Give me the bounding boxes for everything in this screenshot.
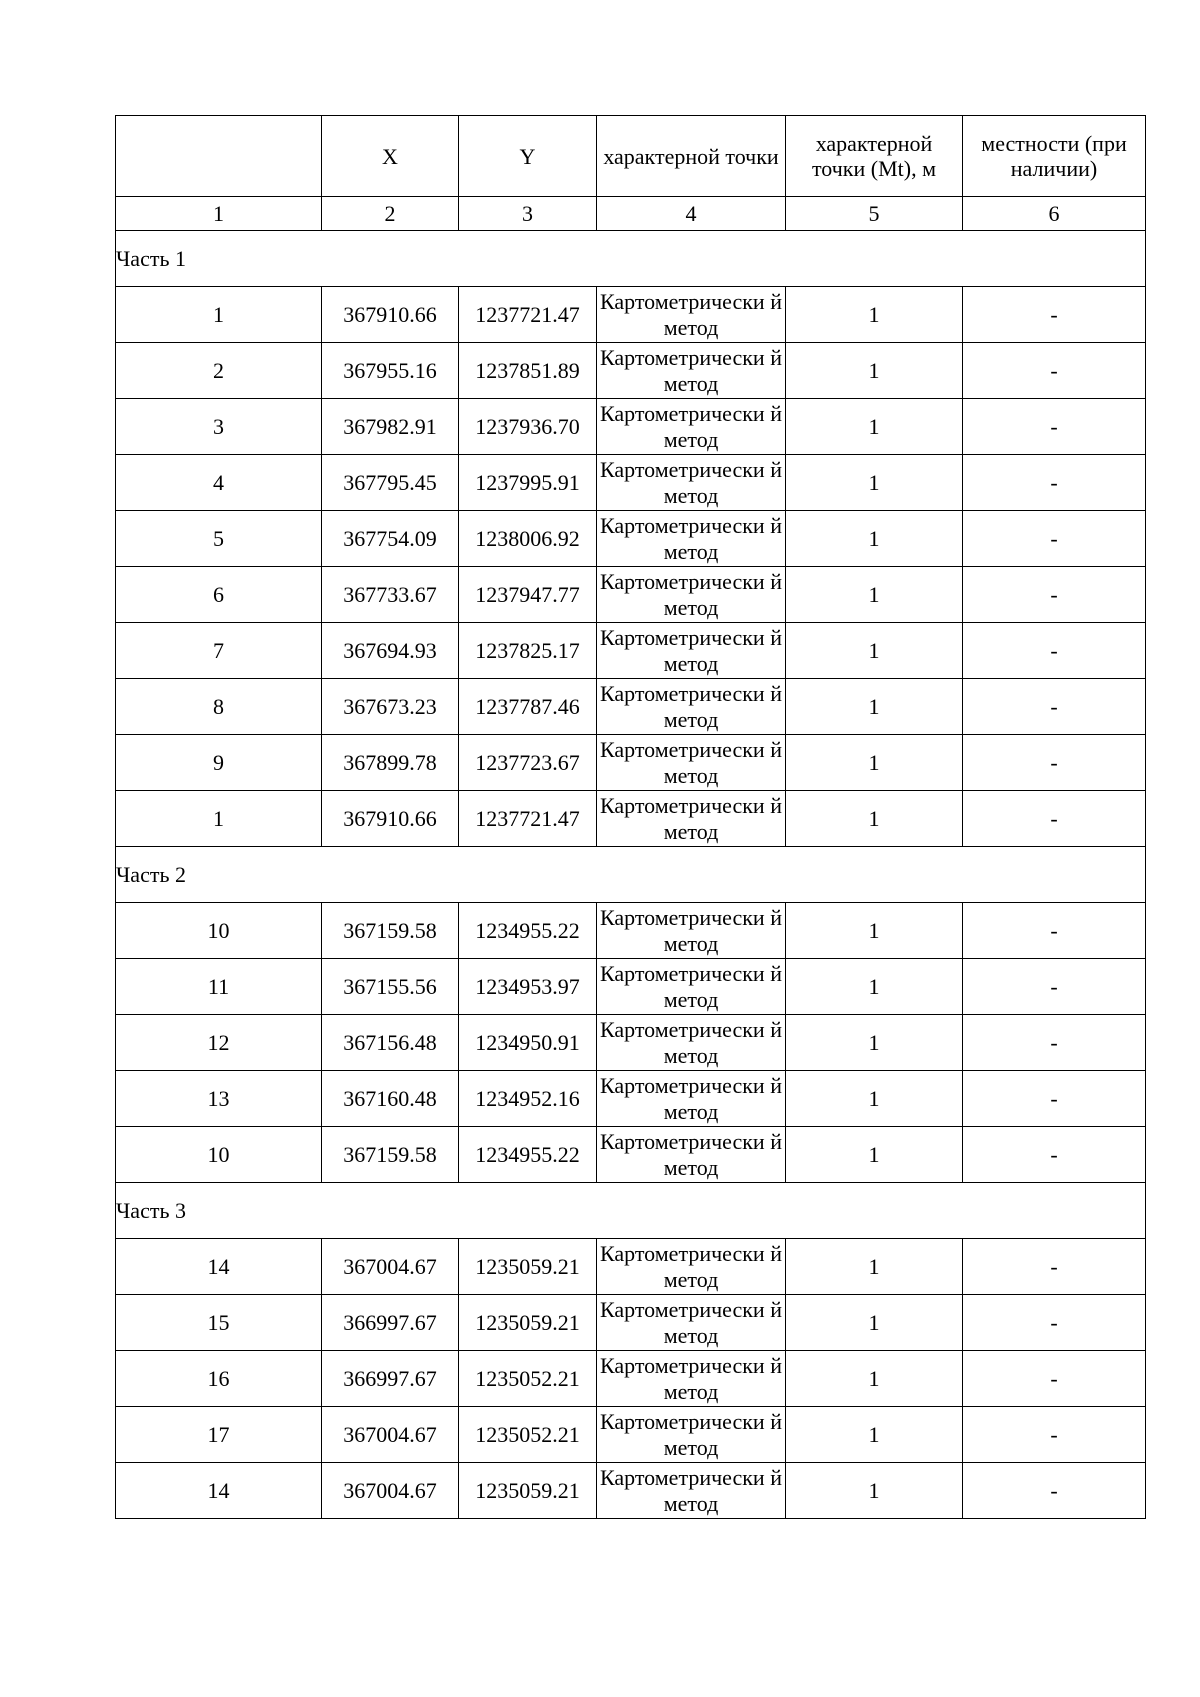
point-number-cell: 16 — [116, 1351, 322, 1407]
description-cell: - — [963, 1295, 1146, 1351]
table-row — [116, 1127, 1146, 1183]
accuracy-cell: 1 — [786, 623, 963, 679]
point-number-cell: 13 — [116, 1071, 322, 1127]
accuracy-cell: 1 — [786, 455, 963, 511]
point-number-cell: 15 — [116, 1295, 322, 1351]
point-number-cell: 14 — [116, 1239, 322, 1295]
y-coordinate-cell: 1234950.91 — [459, 1015, 597, 1071]
header-cell-accuracy: характерной точки (Mt), м — [786, 116, 963, 197]
section-row — [116, 1183, 1146, 1239]
method-cell: Картометрически й метод — [597, 791, 786, 847]
accuracy-cell: 1 — [786, 1071, 963, 1127]
description-cell: - — [963, 735, 1146, 791]
table-row — [116, 399, 1146, 455]
accuracy-cell: 1 — [786, 791, 963, 847]
y-coordinate-cell: 1237947.77 — [459, 567, 597, 623]
header-cell-description: местности (при наличии) — [963, 116, 1146, 197]
table-row — [116, 1351, 1146, 1407]
method-cell: Картометрически й метод — [597, 1407, 786, 1463]
description-cell: - — [963, 1239, 1146, 1295]
point-number-cell: 1 — [116, 287, 322, 343]
y-coordinate-cell: 1237936.70 — [459, 399, 597, 455]
accuracy-cell: 1 — [786, 1463, 963, 1519]
accuracy-cell: 1 — [786, 511, 963, 567]
column-number: 6 — [963, 197, 1146, 231]
x-coordinate-cell: 367159.58 — [322, 903, 459, 959]
column-number: 4 — [597, 197, 786, 231]
table-row — [116, 1071, 1146, 1127]
y-coordinate-cell: 1235059.21 — [459, 1295, 597, 1351]
accuracy-cell: 1 — [786, 1407, 963, 1463]
section-row — [116, 231, 1146, 287]
method-cell: Картометрически й метод — [597, 1351, 786, 1407]
x-coordinate-cell: 367004.67 — [322, 1239, 459, 1295]
x-coordinate-cell: 367004.67 — [322, 1463, 459, 1519]
point-number-cell: 3 — [116, 399, 322, 455]
method-cell: Картометрически й метод — [597, 399, 786, 455]
coordinates-table — [115, 115, 1146, 1519]
table-row — [116, 567, 1146, 623]
accuracy-cell: 1 — [786, 679, 963, 735]
point-number-cell: 9 — [116, 735, 322, 791]
point-number-cell: 6 — [116, 567, 322, 623]
method-cell: Картометрически й метод — [597, 959, 786, 1015]
header-cell-y: Y — [459, 116, 597, 197]
point-number-cell: 17 — [116, 1407, 322, 1463]
description-cell: - — [963, 623, 1146, 679]
y-coordinate-cell: 1237721.47 — [459, 287, 597, 343]
x-coordinate-cell: 367795.45 — [322, 455, 459, 511]
accuracy-cell: 1 — [786, 1295, 963, 1351]
point-number-cell: 10 — [116, 1127, 322, 1183]
x-coordinate-cell: 367910.66 — [322, 791, 459, 847]
y-coordinate-cell: 1238006.92 — [459, 511, 597, 567]
x-coordinate-cell: 367004.67 — [322, 1407, 459, 1463]
description-cell: - — [963, 791, 1146, 847]
method-cell: Картометрически й метод — [597, 287, 786, 343]
table-row — [116, 455, 1146, 511]
y-coordinate-cell: 1234955.22 — [459, 1127, 597, 1183]
x-coordinate-cell: 367159.58 — [322, 1127, 459, 1183]
method-cell: Картометрически й метод — [597, 1071, 786, 1127]
x-coordinate-cell: 367694.93 — [322, 623, 459, 679]
description-cell: - — [963, 399, 1146, 455]
method-cell: Картометрически й метод — [597, 735, 786, 791]
description-cell: - — [963, 511, 1146, 567]
accuracy-cell: 1 — [786, 903, 963, 959]
x-coordinate-cell: 367155.56 — [322, 959, 459, 1015]
point-number-cell: 1 — [116, 791, 322, 847]
point-number-cell: 10 — [116, 903, 322, 959]
point-number-cell: 12 — [116, 1015, 322, 1071]
y-coordinate-cell: 1237851.89 — [459, 343, 597, 399]
x-coordinate-cell: 367673.23 — [322, 679, 459, 735]
table-row — [116, 343, 1146, 399]
point-number-cell: 5 — [116, 511, 322, 567]
description-cell: - — [963, 1127, 1146, 1183]
description-cell: - — [963, 455, 1146, 511]
method-cell: Картометрически й метод — [597, 679, 786, 735]
description-cell: - — [963, 679, 1146, 735]
description-cell: - — [963, 1071, 1146, 1127]
x-coordinate-cell: 367899.78 — [322, 735, 459, 791]
y-coordinate-cell: 1235059.21 — [459, 1239, 597, 1295]
description-cell: - — [963, 567, 1146, 623]
table-row — [116, 791, 1146, 847]
point-number-cell: 14 — [116, 1463, 322, 1519]
method-cell: Картометрически й метод — [597, 343, 786, 399]
y-coordinate-cell: 1237995.91 — [459, 455, 597, 511]
x-coordinate-cell: 367910.66 — [322, 287, 459, 343]
description-cell: - — [963, 1351, 1146, 1407]
table-row — [116, 511, 1146, 567]
column-number: 5 — [786, 197, 963, 231]
table-body — [116, 116, 1146, 1519]
y-coordinate-cell: 1234955.22 — [459, 903, 597, 959]
header-cell-point-number — [116, 116, 322, 197]
header-cell-method: характерной точки — [597, 116, 786, 197]
method-cell: Картометрически й метод — [597, 1295, 786, 1351]
table-row — [116, 903, 1146, 959]
table-row — [116, 623, 1146, 679]
point-number-cell: 8 — [116, 679, 322, 735]
section-label: Часть 3 — [116, 1183, 1146, 1239]
accuracy-cell: 1 — [786, 1127, 963, 1183]
accuracy-cell: 1 — [786, 287, 963, 343]
accuracy-cell: 1 — [786, 399, 963, 455]
column-number: 2 — [322, 197, 459, 231]
x-coordinate-cell: 367955.16 — [322, 343, 459, 399]
point-number-cell: 7 — [116, 623, 322, 679]
column-number: 1 — [116, 197, 322, 231]
accuracy-cell: 1 — [786, 735, 963, 791]
x-coordinate-cell: 366997.67 — [322, 1351, 459, 1407]
accuracy-cell: 1 — [786, 1239, 963, 1295]
x-coordinate-cell: 367160.48 — [322, 1071, 459, 1127]
method-cell: Картометрически й метод — [597, 1239, 786, 1295]
method-cell: Картометрически й метод — [597, 567, 786, 623]
method-cell: Картометрически й метод — [597, 511, 786, 567]
method-cell: Картометрически й метод — [597, 1015, 786, 1071]
table-row — [116, 959, 1146, 1015]
method-cell: Картометрически й метод — [597, 623, 786, 679]
accuracy-cell: 1 — [786, 567, 963, 623]
method-cell: Картометрически й метод — [597, 1127, 786, 1183]
method-cell: Картометрически й метод — [597, 1463, 786, 1519]
y-coordinate-cell: 1235059.21 — [459, 1463, 597, 1519]
description-cell: - — [963, 959, 1146, 1015]
table-row — [116, 287, 1146, 343]
table-row — [116, 1407, 1146, 1463]
y-coordinate-cell: 1234953.97 — [459, 959, 597, 1015]
y-coordinate-cell: 1237721.47 — [459, 791, 597, 847]
x-coordinate-cell: 366997.67 — [322, 1295, 459, 1351]
table-row — [116, 735, 1146, 791]
x-coordinate-cell: 367156.48 — [322, 1015, 459, 1071]
accuracy-cell: 1 — [786, 959, 963, 1015]
method-cell: Картометрически й метод — [597, 455, 786, 511]
section-label: Часть 2 — [116, 847, 1146, 903]
description-cell: - — [963, 1015, 1146, 1071]
table-row — [116, 1015, 1146, 1071]
description-cell: - — [963, 343, 1146, 399]
accuracy-cell: 1 — [786, 1351, 963, 1407]
y-coordinate-cell: 1234952.16 — [459, 1071, 597, 1127]
y-coordinate-cell: 1235052.21 — [459, 1407, 597, 1463]
description-cell: - — [963, 287, 1146, 343]
point-number-cell: 11 — [116, 959, 322, 1015]
description-cell: - — [963, 903, 1146, 959]
header-cell-x: X — [322, 116, 459, 197]
section-row — [116, 847, 1146, 903]
point-number-cell: 2 — [116, 343, 322, 399]
column-number-row — [116, 197, 1146, 231]
x-coordinate-cell: 367982.91 — [322, 399, 459, 455]
y-coordinate-cell: 1237723.67 — [459, 735, 597, 791]
x-coordinate-cell: 367733.67 — [322, 567, 459, 623]
description-cell: - — [963, 1407, 1146, 1463]
table-row — [116, 1239, 1146, 1295]
header-row — [116, 116, 1146, 197]
y-coordinate-cell: 1235052.21 — [459, 1351, 597, 1407]
table-row — [116, 1295, 1146, 1351]
accuracy-cell: 1 — [786, 1015, 963, 1071]
section-label: Часть 1 — [116, 231, 1146, 287]
table-row — [116, 1463, 1146, 1519]
table-row — [116, 679, 1146, 735]
y-coordinate-cell: 1237825.17 — [459, 623, 597, 679]
method-cell: Картометрически й метод — [597, 903, 786, 959]
x-coordinate-cell: 367754.09 — [322, 511, 459, 567]
point-number-cell: 4 — [116, 455, 322, 511]
column-number: 3 — [459, 197, 597, 231]
accuracy-cell: 1 — [786, 343, 963, 399]
description-cell: - — [963, 1463, 1146, 1519]
y-coordinate-cell: 1237787.46 — [459, 679, 597, 735]
